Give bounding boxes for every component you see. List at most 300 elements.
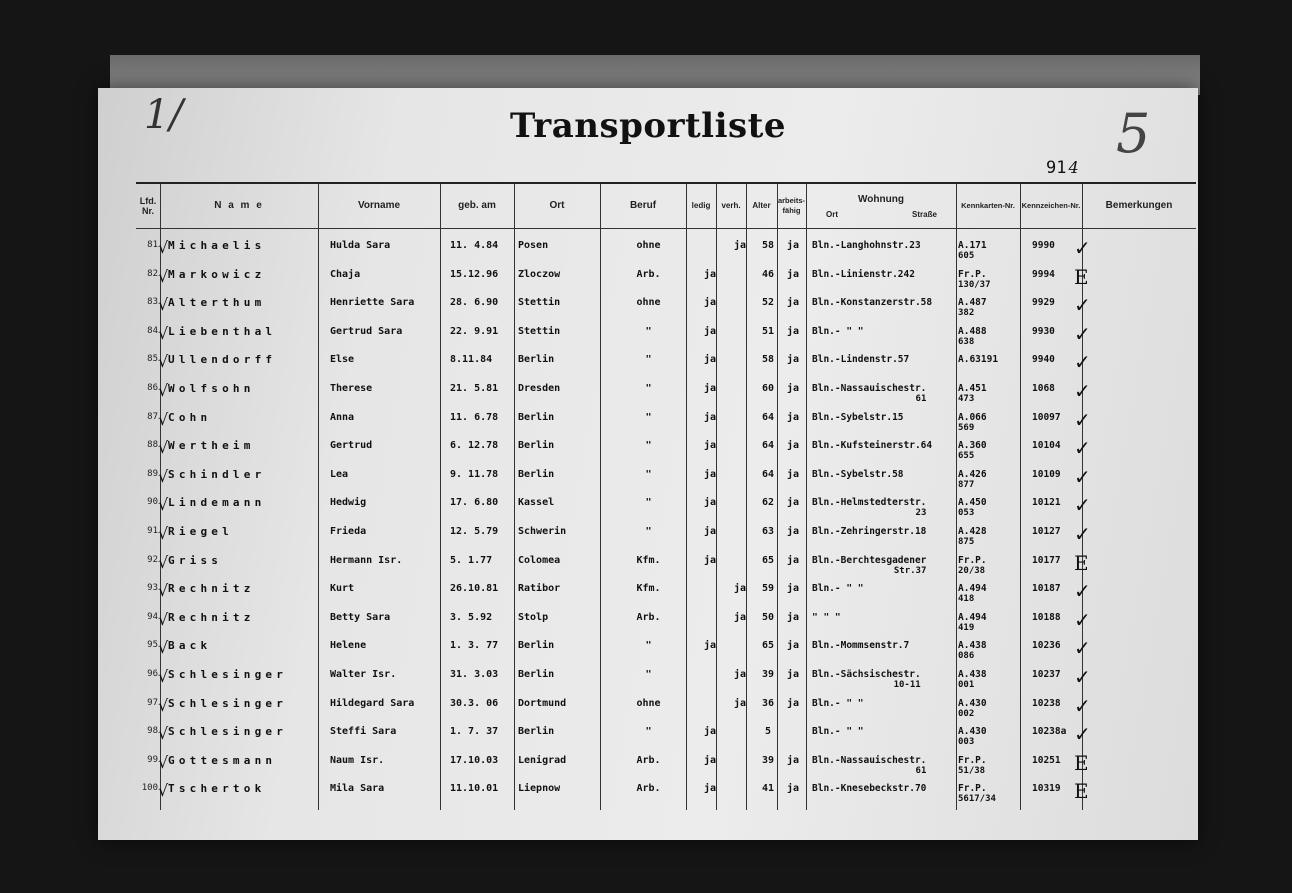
cell-beruf-text: " — [645, 411, 652, 423]
cell-alter — [756, 383, 780, 394]
cell-kk2-text: 086 — [958, 651, 975, 662]
cell-kz — [1032, 354, 1055, 365]
cell-verh-text: ja — [733, 697, 747, 709]
cell-geb-text: 28. 6.90 — [450, 297, 499, 309]
cell-ledig — [696, 726, 724, 737]
cell-vorname — [330, 497, 366, 508]
cell-verh — [726, 240, 754, 251]
table-row — [136, 522, 1196, 550]
cell-arb — [781, 383, 805, 394]
cell-beruf — [606, 640, 691, 651]
cell-geb — [450, 583, 498, 594]
cell-arb — [781, 240, 805, 251]
cell-strasse2-text: 61 — [915, 765, 927, 776]
cell-kz-text: 10238a — [1032, 726, 1067, 738]
cell-ort-text: Liepnow — [518, 783, 561, 795]
cell-nr — [134, 412, 158, 423]
cell-alter-text: 62 — [761, 497, 775, 509]
cell-strasse — [812, 640, 909, 651]
cell-geb-text: 1. 3. 77 — [450, 640, 499, 652]
cell-nr-text: 86 — [147, 383, 158, 393]
header-ort: Ort — [549, 200, 565, 211]
cell-alter — [756, 240, 780, 251]
cell-verh-text: ja — [733, 583, 747, 595]
cell-ledig — [696, 269, 724, 280]
cell-nr-text: 92 — [147, 554, 158, 565]
cell-kk — [958, 783, 996, 805]
cell-geb-text: 15.12.96 — [450, 268, 499, 280]
cell-kz — [1032, 440, 1061, 451]
cell-beruf-text: Kfm. — [636, 583, 661, 595]
cell-vorname-text: Helene — [330, 640, 367, 652]
cell-ledig — [696, 412, 724, 423]
cell-name-text: Schlesinger — [168, 668, 288, 681]
cell-geb — [450, 612, 492, 623]
cell-kk — [958, 297, 987, 319]
cell-nr — [134, 497, 158, 508]
cell-vorname — [330, 526, 366, 537]
cell-nr-text: 95 — [147, 640, 158, 651]
cell-vorname — [330, 669, 396, 680]
cell-alter — [756, 669, 780, 680]
cell-ort-text: Berlin — [518, 669, 555, 680]
table-row — [136, 322, 1196, 350]
cell-ort — [518, 497, 554, 508]
cell-nr — [134, 669, 158, 680]
cell-kk — [958, 469, 987, 491]
cell-kz — [1032, 640, 1061, 651]
checkmark-icon: √ — [158, 609, 169, 629]
cell-name-text: Wolfsohn — [168, 382, 255, 395]
cell-kk-text: A.171 — [958, 240, 987, 251]
cell-vorname-text: Kurt — [330, 583, 355, 595]
remark-mark: ✓ — [1074, 236, 1091, 260]
cell-arb — [781, 326, 805, 337]
cell-strasse — [812, 412, 904, 423]
cell-nr — [134, 354, 158, 365]
cell-kk — [958, 412, 987, 434]
cell-kk-text: A.487 — [958, 297, 987, 309]
cell-beruf-text: " — [645, 640, 652, 652]
cell-strasse-text: Bln.-Knesebeckstr.70 — [812, 783, 927, 795]
cell-beruf-text: " — [645, 383, 652, 394]
cell-arb — [781, 297, 805, 308]
cell-kk — [958, 383, 987, 405]
remark-mark: E — [1074, 550, 1089, 575]
cell-ort — [518, 555, 560, 566]
cell-ort-text: Stettin — [518, 325, 561, 337]
cell-strasse-text: Bln.-Nassauischestr. — [812, 754, 927, 766]
cell-geb — [450, 526, 498, 537]
cell-arb — [781, 412, 805, 423]
cell-kk — [958, 326, 987, 348]
cell-beruf — [606, 526, 691, 537]
cell-ledig-text: ja — [703, 497, 717, 509]
cell-strasse-text: Bln.-Berchtesgadener — [812, 554, 927, 566]
cell-ledig — [696, 497, 724, 508]
cell-alter — [756, 297, 780, 308]
cell-geb — [450, 469, 498, 480]
cell-kz-text: 9940 — [1032, 354, 1055, 366]
cell-name-text: Markowicz — [168, 267, 266, 281]
cell-name — [168, 297, 265, 308]
cell-kk — [958, 354, 998, 365]
cell-geb-text: 31. 3.03 — [450, 669, 499, 680]
cell-arb-text: ja — [786, 383, 800, 394]
cell-alter-text: 59 — [761, 583, 775, 595]
cell-nr — [134, 526, 158, 537]
cell-kz — [1032, 526, 1061, 537]
cell-ledig-text: ja — [703, 325, 717, 337]
cell-nr — [134, 755, 158, 766]
cell-strasse-text: Bln.-Sybelstr.15 — [812, 411, 904, 423]
cell-kz — [1032, 240, 1055, 251]
remark-mark: ✓ — [1074, 436, 1091, 461]
cell-kk2-text: 382 — [958, 308, 975, 319]
cell-geb-text: 11.10.01 — [450, 783, 499, 795]
cell-ort-text: Kassel — [518, 497, 555, 509]
remark-mark: E — [1074, 750, 1089, 775]
cell-nr — [134, 555, 158, 566]
remark-mark: ✓ — [1074, 321, 1091, 346]
cell-nr — [134, 698, 158, 709]
cell-strasse — [812, 555, 926, 577]
cell-name — [168, 497, 265, 508]
cell-arb-text: ja — [786, 325, 800, 337]
cell-kk — [958, 640, 987, 662]
cell-verh-text: ja — [733, 240, 747, 251]
cell-ledig-text: ja — [703, 383, 717, 394]
cell-alter-text: 65 — [761, 640, 775, 652]
cell-alter-text: 58 — [761, 354, 775, 366]
cell-name-text: Griss — [168, 553, 223, 567]
cell-name-text: Gottesmann — [168, 753, 277, 767]
cell-arb-text: ja — [786, 783, 800, 795]
cell-beruf-text: Arb. — [636, 754, 661, 766]
table-row — [136, 608, 1196, 636]
cell-arb-text: ja — [786, 640, 800, 652]
cell-name — [168, 269, 265, 280]
cell-alter — [756, 783, 780, 794]
cell-strasse — [812, 383, 926, 405]
cell-kk2-text: 875 — [958, 537, 975, 547]
cell-geb-text: 30.3. 06 — [450, 697, 499, 709]
cell-ledig — [696, 640, 724, 651]
cell-kk — [958, 726, 987, 748]
cell-ledig — [696, 440, 724, 451]
cell-kz-text: 9929 — [1032, 297, 1055, 309]
page-number-mark: 4 — [1068, 158, 1079, 177]
cell-alter — [756, 583, 780, 594]
checkmark-icon: √ — [158, 781, 169, 801]
cell-arb — [781, 640, 805, 651]
cell-geb-text: 17.10.03 — [450, 754, 499, 766]
cell-beruf-text: Arb. — [636, 783, 661, 795]
cell-beruf — [606, 783, 691, 794]
cell-alter — [756, 412, 780, 423]
cell-nr-text: 87 — [147, 411, 158, 422]
cell-vorname-text: Betty Sara — [330, 611, 391, 623]
cell-vorname — [330, 440, 372, 451]
cell-beruf — [606, 555, 691, 566]
cell-kk-text: A.63191 — [958, 354, 999, 366]
cell-alter-text: 46 — [761, 268, 775, 280]
cell-ort-text: Stolp — [518, 611, 549, 623]
cell-alter-text: 52 — [761, 297, 775, 309]
cell-vorname-text: Hulda Sara — [330, 240, 391, 251]
cell-beruf-text: " — [645, 497, 652, 509]
cell-vorname — [330, 469, 348, 480]
cell-beruf — [606, 469, 691, 480]
checkmark-icon: √ — [158, 238, 169, 257]
cell-kz — [1032, 297, 1055, 308]
cell-ort-text: Dresden — [518, 383, 561, 394]
cell-alter-text: 60 — [761, 383, 775, 394]
cell-geb — [450, 555, 492, 566]
cell-vorname-text: Hedwig — [330, 497, 367, 509]
remark-mark: ✓ — [1074, 493, 1091, 518]
cell-kz-text: 10187 — [1032, 583, 1061, 595]
cell-ledig-text: ja — [703, 754, 717, 766]
cell-strasse-text: Bln.- " " — [812, 325, 864, 337]
remark-mark: E — [1074, 779, 1089, 804]
cell-name — [168, 526, 233, 537]
cell-alter — [756, 269, 780, 280]
cell-arb-text: ja — [786, 583, 800, 595]
cell-ledig — [696, 297, 724, 308]
cell-vorname — [330, 583, 354, 594]
remark-mark: ✓ — [1074, 665, 1091, 689]
cell-name — [168, 240, 265, 251]
cell-strasse-text: Bln.-Mommsenstr.7 — [812, 640, 910, 652]
header-bemerkungen: Bemerkungen — [1105, 200, 1173, 211]
cell-strasse-text: Bln.-Lindenstr.57 — [812, 354, 910, 366]
cell-kk-text: A.428 — [958, 526, 987, 537]
cell-arb-text: ja — [786, 611, 800, 623]
cell-geb — [450, 269, 498, 280]
cell-verh — [726, 669, 754, 680]
cell-kk-text: A.438 — [958, 669, 987, 680]
cell-kk2-text: 053 — [958, 508, 975, 519]
table-row — [136, 665, 1196, 693]
cell-geb — [450, 669, 498, 680]
cell-geb — [450, 326, 498, 337]
cell-geb — [450, 726, 498, 737]
cell-name-text: Rechnitz — [168, 610, 255, 624]
cell-nr-text: 88 — [147, 440, 158, 451]
cell-nr-text: 93 — [147, 583, 158, 594]
cell-geb — [450, 755, 498, 766]
cell-kk-text: Fr.P. — [958, 554, 987, 566]
cell-geb — [450, 383, 498, 394]
cell-strasse-text: Bln.-Zehringerstr.18 — [812, 526, 927, 537]
cell-alter-text: 64 — [761, 468, 775, 480]
cell-strasse — [812, 269, 915, 280]
header-beruf: Beruf — [629, 200, 657, 211]
cell-beruf-text: Arb. — [636, 611, 661, 623]
cell-ort — [518, 412, 554, 423]
header-rule — [136, 228, 1196, 229]
cell-alter — [756, 354, 780, 365]
cell-arb — [781, 497, 805, 508]
cell-kk2-text: 473 — [958, 394, 975, 404]
cell-kz — [1032, 326, 1055, 337]
cell-vorname-text: Lea — [330, 468, 349, 480]
remark-mark: E — [1074, 264, 1089, 289]
cell-kz-text: 10236 — [1032, 640, 1061, 652]
cell-kz — [1032, 755, 1061, 766]
cell-strasse — [812, 240, 921, 251]
cell-beruf — [606, 383, 691, 394]
cell-nr-text: 89 — [147, 468, 158, 479]
cell-alter-text: 51 — [761, 325, 775, 337]
cell-vorname — [330, 698, 414, 709]
table-row — [136, 265, 1196, 293]
cell-name — [168, 555, 222, 566]
header-wohnung-ort: Ort — [826, 210, 838, 219]
cell-ort — [518, 669, 554, 680]
cell-beruf — [606, 583, 691, 594]
cell-beruf-text: " — [645, 726, 652, 738]
table-row — [136, 465, 1196, 493]
cell-ledig-text: ja — [703, 554, 717, 566]
cell-vorname-text: Steffi Sara — [330, 726, 397, 738]
cell-ort-text: Berlin — [518, 440, 555, 452]
cell-beruf — [606, 726, 691, 737]
cell-geb — [450, 640, 498, 651]
cell-kz — [1032, 669, 1061, 680]
header-geb: geb. am — [458, 200, 496, 211]
cell-geb-text: 22. 9.91 — [450, 325, 499, 337]
cell-vorname-text: Walter Isr. — [330, 669, 397, 680]
cell-arb — [781, 469, 805, 480]
checkmark-icon: √ — [158, 323, 169, 343]
cell-vorname-text: Mila Sara — [330, 783, 385, 795]
sheet-number: 5 — [1116, 102, 1151, 165]
cell-strasse-text: Bln.-Kufsteinerstr.64 — [812, 440, 933, 452]
cell-nr — [134, 640, 158, 651]
cell-vorname — [330, 383, 372, 394]
cell-kz-text: 9990 — [1032, 240, 1055, 251]
cell-arb-text: ja — [786, 268, 800, 280]
cell-ledig — [696, 469, 724, 480]
header-arb: arbeits-fähig — [777, 196, 806, 215]
cell-vorname-text: Chaja — [330, 268, 361, 280]
cell-kz-text: 1068 — [1032, 383, 1055, 394]
cell-kz — [1032, 555, 1061, 566]
checkmark-icon: √ — [158, 638, 169, 658]
cell-ledig-text: ja — [703, 440, 717, 452]
cell-vorname-text: Hermann Isr. — [330, 554, 403, 566]
cell-beruf-text: ohne — [636, 240, 661, 251]
table-row — [136, 350, 1196, 378]
cell-kk-text: A.430 — [958, 726, 987, 738]
table-row — [136, 579, 1196, 607]
cell-kz — [1032, 783, 1061, 794]
cell-alter-text: 41 — [761, 783, 775, 795]
remark-mark: ✓ — [1074, 636, 1091, 661]
cell-beruf — [606, 497, 691, 508]
cell-ort — [518, 583, 560, 594]
cell-nr-text: 91 — [147, 526, 158, 536]
cell-arb — [781, 755, 805, 766]
cell-kz-text: 10104 — [1032, 440, 1061, 452]
cell-arb-text: ja — [786, 526, 800, 537]
cell-ort — [518, 326, 560, 337]
cell-ort — [518, 726, 554, 737]
checkmark-icon: √ — [158, 266, 169, 286]
cell-vorname-text: Henriette Sara — [330, 297, 415, 309]
cell-ort — [518, 469, 554, 480]
table-row — [136, 751, 1196, 779]
cell-kk-text: Fr.P. — [958, 268, 987, 280]
page-title: Transportliste — [509, 106, 786, 146]
cell-arb-text: ja — [786, 669, 800, 680]
cell-alter-text: 65 — [761, 554, 775, 566]
cell-kk2-text: 003 — [958, 737, 975, 748]
table-row — [136, 408, 1196, 436]
cell-arb — [781, 526, 805, 537]
cell-ort — [518, 297, 560, 308]
cell-kz — [1032, 583, 1061, 594]
cell-alter-text: 5 — [764, 726, 772, 738]
cell-kk — [958, 612, 987, 634]
cell-name-text: Rechnitz — [168, 582, 255, 596]
cell-alter — [756, 755, 780, 766]
cell-alter-text: 50 — [761, 611, 775, 623]
cell-alter — [756, 497, 780, 508]
cell-nr-text: 85 — [147, 354, 158, 365]
cell-arb — [781, 555, 805, 566]
cell-vorname — [330, 726, 396, 737]
cell-kk2-text: 605 — [958, 251, 975, 261]
cell-kk — [958, 526, 987, 548]
cell-kk-text: Fr.P. — [958, 783, 987, 795]
cell-ledig — [696, 783, 724, 794]
cell-ort — [518, 354, 554, 365]
cell-ort-text: Posen — [518, 240, 549, 251]
table-row — [136, 779, 1196, 807]
cell-name-text: Alterthum — [168, 296, 266, 310]
cell-name — [168, 326, 276, 337]
remark-mark: ✓ — [1074, 407, 1091, 432]
cell-ort-text: Ratibor — [518, 583, 561, 595]
cell-kk-text: A.430 — [958, 697, 987, 709]
cell-nr — [134, 440, 158, 451]
cell-geb — [450, 497, 498, 508]
cell-arb-text: ja — [786, 468, 800, 480]
remark-mark: ✓ — [1074, 522, 1091, 546]
cell-beruf — [606, 297, 691, 308]
cell-kk — [958, 497, 987, 519]
cell-beruf-text: Kfm. — [636, 554, 661, 566]
cell-kk — [958, 698, 987, 720]
cell-name — [168, 354, 276, 365]
remark-mark: ✓ — [1074, 379, 1091, 403]
cell-vorname — [330, 783, 384, 794]
cell-strasse — [812, 669, 921, 691]
cell-ledig-text: ja — [703, 354, 717, 366]
cell-verh — [726, 612, 754, 623]
cell-nr-text: 81 — [147, 240, 158, 250]
checkmark-icon: √ — [158, 495, 169, 515]
cell-name — [168, 469, 265, 480]
page-number-value: 91 — [1046, 158, 1067, 178]
cell-kk2-text: 638 — [958, 336, 975, 347]
cell-strasse-text: Bln.-Nassauischestr. — [812, 383, 927, 394]
cell-ledig-text: ja — [703, 468, 717, 480]
page-number — [1046, 158, 1079, 178]
